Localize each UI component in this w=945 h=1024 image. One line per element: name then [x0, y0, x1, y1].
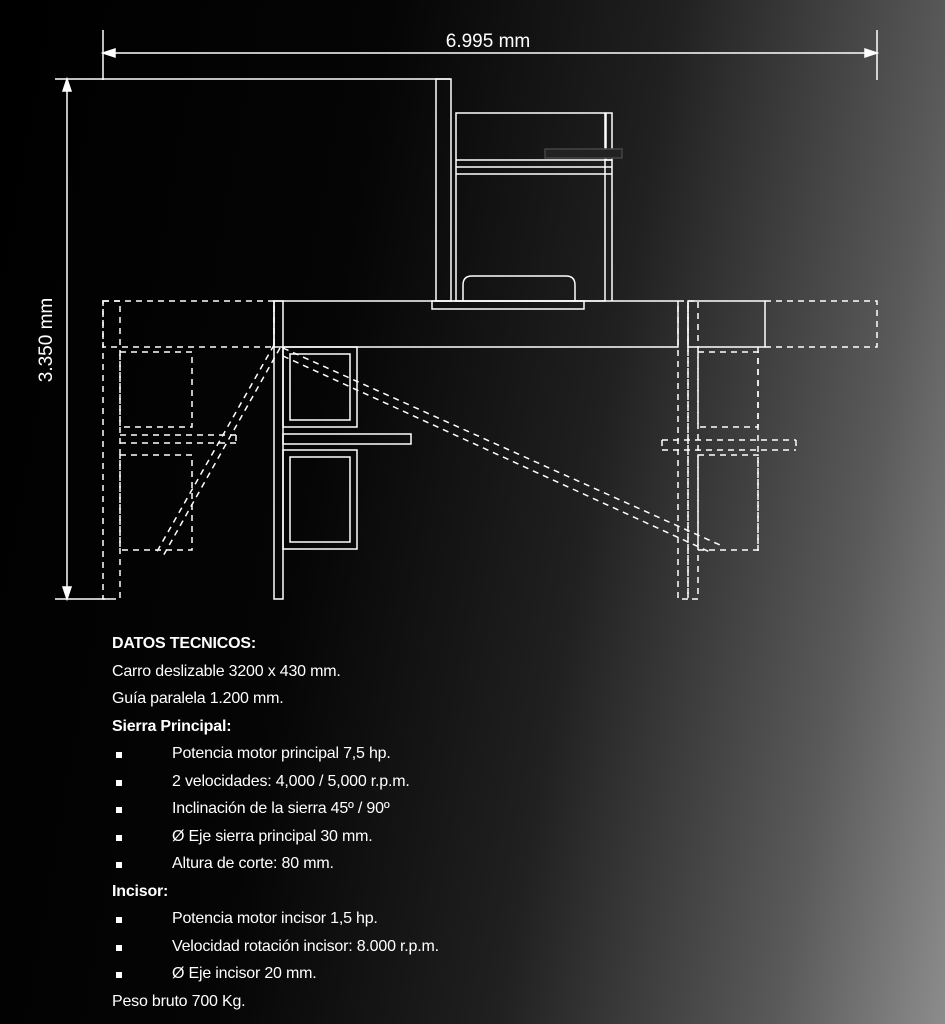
dashed-extensions: [103, 301, 877, 599]
height-label: 3.350 mm: [36, 297, 57, 383]
list-item: Ø Eje sierra principal 30 mm.: [112, 823, 812, 851]
width-label: 6.995 mm: [445, 31, 531, 52]
specs-title: DATOS TECNICOS:: [112, 635, 256, 652]
spec-weight: Peso bruto 700 Kg.: [112, 992, 246, 1010]
rip-fence: [436, 79, 451, 301]
bullet-icon: [116, 862, 122, 868]
spec-carriage: Carro deslizable 3200 x 430 mm.: [112, 662, 341, 680]
technical-specs: [112, 630, 812, 1015]
list-item: Potencia motor principal 7,5 hp.: [112, 740, 812, 768]
bullet-icon: [116, 807, 122, 813]
bullet-icon: [116, 972, 122, 978]
list-item: Inclinación de la sierra 45º / 90º: [112, 795, 812, 823]
list-item: Potencia motor incisor 1,5 hp.: [112, 905, 812, 933]
list-item: 2 velocidades: 4,000 / 5,000 r.p.m.: [112, 768, 812, 796]
bullet-icon: [116, 835, 122, 841]
saw-guard-assembly: [432, 113, 622, 309]
list-item: Ø Eje incisor 20 mm.: [112, 960, 812, 988]
spec-fence: Guía paralela 1.200 mm.: [112, 690, 284, 707]
height-dimension: [55, 79, 450, 599]
list-item: Altura de corte: 80 mm.: [112, 850, 812, 878]
main-saw-heading: Sierra Principal:: [112, 717, 232, 735]
list-item: Velocidad rotación incisor: 8.000 r.p.m.: [112, 933, 812, 961]
bullet-icon: [116, 752, 122, 758]
bullet-icon: [116, 945, 122, 951]
bullet-icon: [116, 780, 122, 786]
scorer-heading: Incisor:: [112, 882, 169, 900]
bullet-icon: [116, 917, 122, 923]
